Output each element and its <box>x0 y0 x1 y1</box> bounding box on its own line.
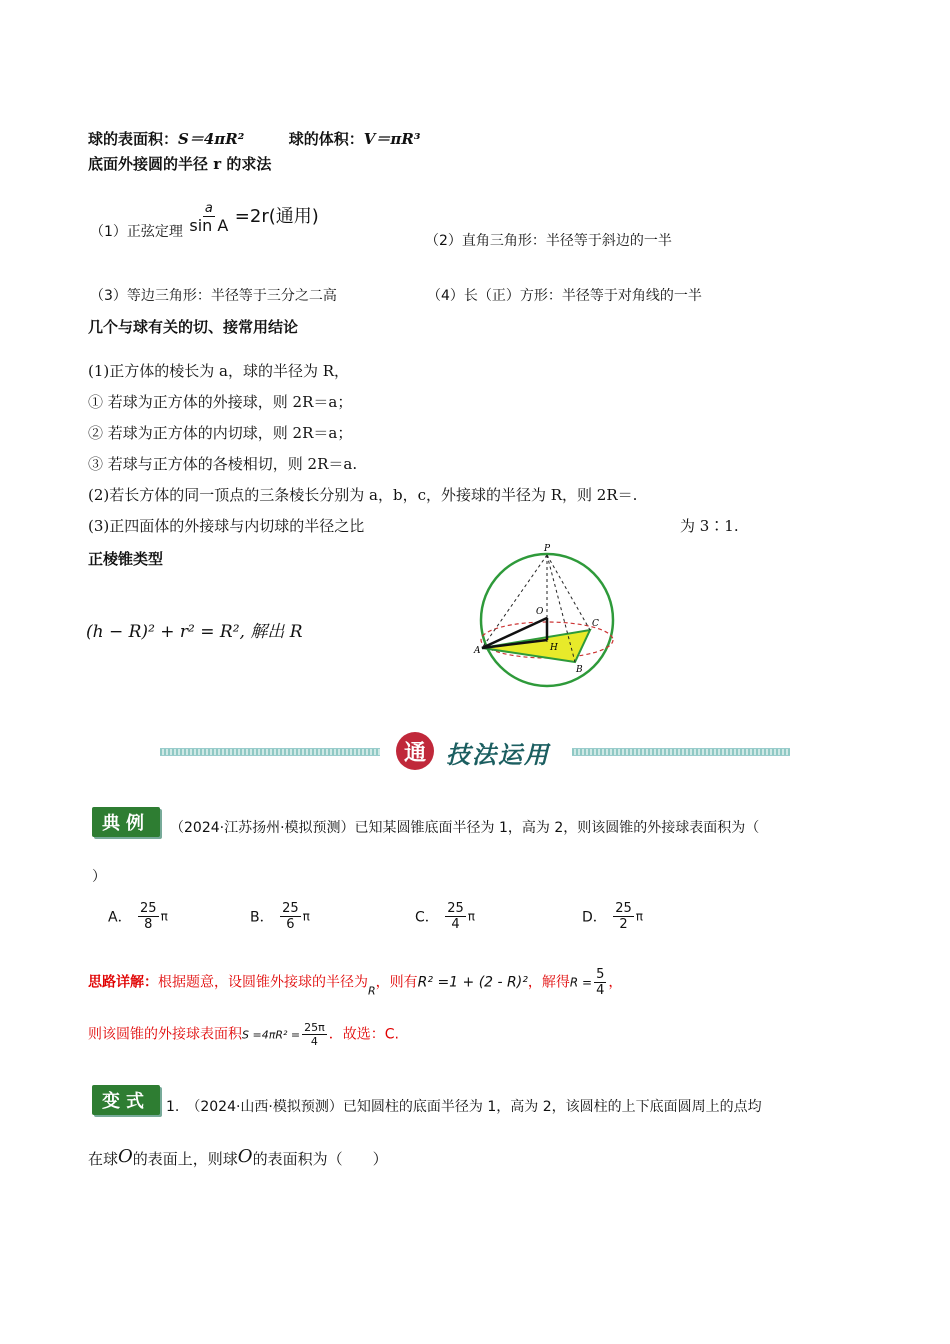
variant-question: 1. （2024·山西·模拟预测）已知圆柱的底面半径为 1，高为 2，该圆柱的上下底面圆周上的点均 <box>166 1099 762 1115</box>
method-4: （4）长（正）方形：半径等于对角线的一半 <box>427 288 702 304</box>
label-h: H <box>550 643 558 653</box>
label-p: P <box>544 544 551 554</box>
radius-heading: 底面外接圆的半径 r 的求法 <box>88 155 272 173</box>
pyramid-formula: (h − R)² + r² = R², 解出 R <box>86 622 303 642</box>
solution-line-1: 思路详解：根据题意，设圆锥外接球的半径为$_R$，则有R² =1 + (2 - R)²，解得R = $\frac{5}{4}$ ， <box>88 967 623 998</box>
conclusion-1a: ① 若球为正方体的外接球，则 2R＝a； <box>88 393 353 411</box>
conclusion-1b: ② 若球为正方体的内切球，则 2R＝a； <box>88 424 353 442</box>
sphere-formulas: 球的表面积：S＝4πR² 球的体积：V＝πR³ <box>88 130 421 148</box>
conclusion-3-tail: 为 3∶1. <box>680 517 739 535</box>
option-c[interactable]: C． $\frac{25}{4}$ π <box>415 901 476 932</box>
pyramid-heading: 正棱锥类型 <box>88 550 164 568</box>
variant-tag: 变式 <box>92 1085 160 1115</box>
label-c: C <box>592 619 599 629</box>
solution-line-2: 则该圆锥的外接球表面积S =4πR² = $\frac{25\pi}{4}$ ．故选：C. <box>88 1021 399 1048</box>
banner-badge: 通 <box>396 732 434 770</box>
method-2: （2）直角三角形：半径等于斜边的一半 <box>425 233 672 249</box>
conclusion-2: (2)若长方体的同一顶点的三条棱长分别为 a，b，c，外接球的半径为 R，则 2R＝. <box>88 486 638 504</box>
method-1: （1）正弦定理 $\frac{a}{\text{sin A}}$ =2r(通用) <box>90 201 319 240</box>
label-a: A <box>474 646 481 656</box>
label-o: O <box>536 607 544 617</box>
sphere-pyramid-figure <box>472 540 622 690</box>
conclusion-3: (3)正四面体的外接球与内切球的半径之比 <box>88 517 365 535</box>
option-a[interactable]: A． $\frac{25}{8}$ π <box>108 901 168 932</box>
banner-line-left <box>160 748 380 756</box>
conclusion-1: (1)正方体的棱长为 a，球的半径为 R， <box>88 362 350 380</box>
method-3: （3）等边三角形：半径等于三分之二高 <box>90 288 337 304</box>
variant-question-line-2: 在球O的表面上，则球O的表面积为（ ） <box>88 1146 388 1168</box>
example-question: （2024·江苏扬州·模拟预测）已知某圆锥底面半径为 1，高为 2，则该圆锥的外接球表面积为（ <box>170 820 760 836</box>
option-d[interactable]: D． $\frac{25}{2}$ π <box>582 901 644 932</box>
option-b[interactable]: B． $\frac{25}{6}$ π <box>250 901 310 932</box>
label-b: B <box>576 665 583 675</box>
sine-law-fraction: $\frac{a}{\text{sin A}}$ <box>189 201 229 235</box>
example-tag: 典例 <box>92 807 160 837</box>
banner-line-right <box>572 748 790 756</box>
banner-title: 技法运用 <box>446 740 550 769</box>
conclusion-1c: ③ 若球与正方体的各棱相切，则 2R＝a. <box>88 455 358 473</box>
conclusions-heading: 几个与球有关的切、接常用结论 <box>88 318 299 336</box>
example-close-paren: ） <box>92 869 106 885</box>
